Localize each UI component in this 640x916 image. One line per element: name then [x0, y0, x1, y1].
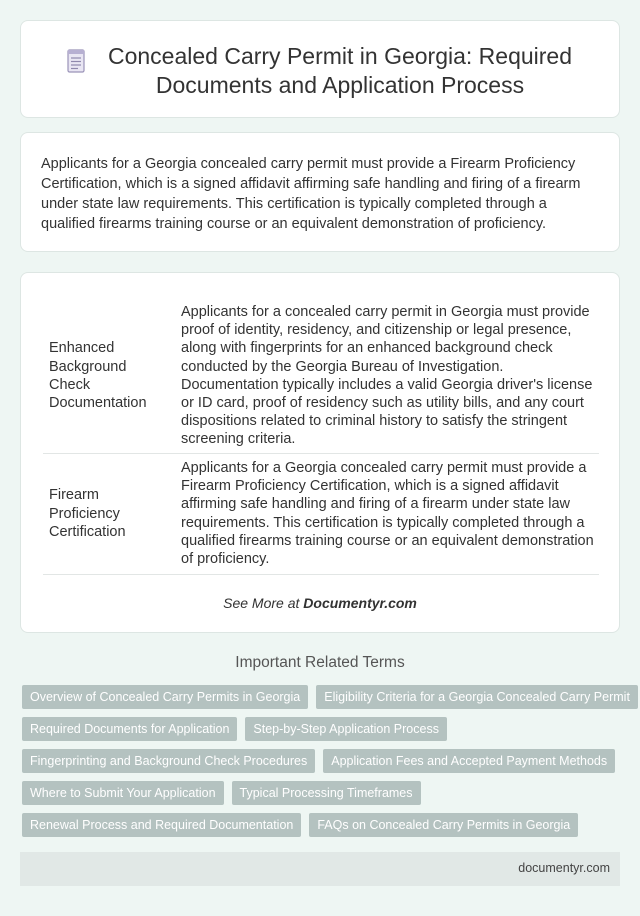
see-more-link[interactable] — [21, 595, 619, 611]
related-term-tag[interactable]: Application Fees and Accepted Payment Methods — [323, 749, 615, 773]
related-terms-heading: Important Related Terms — [235, 654, 405, 671]
table-row — [43, 299, 599, 453]
related-term-tag[interactable]: Overview of Concealed Carry Permits in Georgia — [22, 685, 308, 709]
related-term-tag[interactable]: Step-by-Step Application Process — [245, 717, 447, 741]
related-term-tag[interactable]: Renewal Process and Required Documentation — [22, 813, 301, 837]
table-row — [43, 453, 599, 574]
related-term-tag[interactable]: Where to Submit Your Application — [22, 781, 224, 805]
footer-site-link[interactable]: documentyr.com — [518, 861, 610, 875]
tag-row — [22, 813, 622, 837]
related-terms-list — [22, 685, 630, 845]
related-term-tag[interactable]: FAQs on Concealed Carry Permits in Georgia — [309, 813, 578, 837]
related-term-tag[interactable]: Typical Processing Timeframes — [232, 781, 421, 805]
related-term-tag[interactable]: Eligibility Criteria for a Georgia Concealed Carry Permit — [316, 685, 638, 709]
tag-row — [22, 749, 622, 773]
related-term-tag[interactable]: Fingerprinting and Background Check Procedures — [22, 749, 315, 773]
footer — [20, 852, 620, 886]
title-card — [20, 20, 620, 118]
tag-row — [22, 685, 630, 709]
see-more-prefix: See More at — [223, 595, 304, 611]
documents-table-card — [20, 272, 620, 633]
row-description: Applicants for a Georgia concealed carry permit must provide a Firearm Proficiency Certification, which is a signed affidavit affirming safe handling and firing of a firearm under state law requirements. This certification is typically completed through a qualified firearms training course or an equivalent demonstration of proficiency. — [173, 453, 599, 574]
documents-table — [43, 299, 599, 575]
row-description: Applicants for a concealed carry permit in Georgia must provide proof of identity, residency, and citizenship or legal presence, along with fingerprints for an enhanced background check conducted by the Georgia Bureau of Investigation. Documentation typically includes a valid Georgia driver's license or ID card, proof of residency such as utility bills, and any court dispositions related to criminal history to satisfy the stringent screening criteria. — [173, 299, 599, 453]
page-title: Concealed Carry Permit in Georgia: Required Documents and Application Process — [107, 43, 573, 98]
related-term-tag[interactable]: Required Documents for Application — [22, 717, 237, 741]
tag-row — [22, 781, 622, 805]
intro-card — [20, 132, 620, 252]
intro-text: Applicants for a Georgia concealed carry permit must provide a Firearm Proficiency Certification, which is a signed affidavit affirming safe handling and firing of a firearm under state law requirements. This certification is typically completed through a qualified firearms training course or an equivalent demonstration of proficiency. — [41, 156, 581, 232]
tag-row — [22, 717, 622, 741]
row-label: Enhanced Background Check Documentation — [43, 299, 173, 453]
see-more-site: Documentyr.com — [303, 595, 417, 611]
row-label: Firearm Proficiency Certification — [43, 453, 173, 574]
